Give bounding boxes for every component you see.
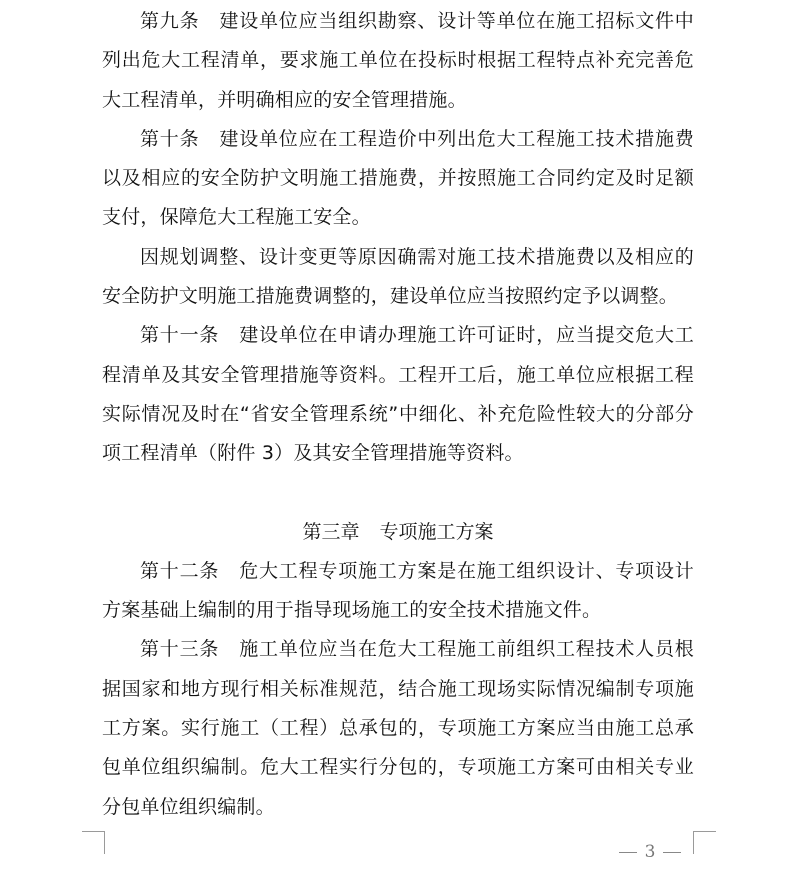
chapter-number: 第三章 <box>302 520 360 543</box>
article-9-paragraph <box>102 2 694 120</box>
crop-mark-left <box>82 831 105 854</box>
page-footer <box>600 842 700 862</box>
article-number: 第九条 <box>140 10 200 32</box>
chapter-heading <box>102 513 694 552</box>
article-11-paragraph <box>102 316 694 473</box>
article-text: 建设单位应在工程造价中列出危大工程施工技术措施费以及相应的安全防护文明施工措施费，并按照施工合同约定及时足额支付，保障危大工程施工安全。 <box>102 127 694 229</box>
article-text: 危大工程专项施工方案是在施工组织设计、专项设计方案基础上编制的用于指导现场施工的安全技术措施文件。 <box>102 559 694 622</box>
article-number: 第十三条 <box>140 638 220 661</box>
page-content <box>102 0 694 827</box>
article-number: 第十二条 <box>140 559 220 582</box>
article-10-paragraph <box>102 120 694 238</box>
article-10-sub-paragraph <box>102 238 694 317</box>
article-text: 施工单位应当在危大工程施工前组织工程技术人员根据国家和地方现行相关标准规范，结合施工现场实际情况编制专项施工方案。实行施工（工程）总承包的，专项施工方案应当由施工总承包单位组织编制。危大工程实行分包的，专项施工方案可由相关专业分包单位组织编制。 <box>102 638 694 818</box>
article-text: 建设单位应当组织勘察、设计等单位在施工招标文件中列出危大工程清单，要求施工单位在投标时根据工程特点补充完善危大工程清单，并明确相应的安全管理措施。 <box>102 10 694 111</box>
article-number: 第十一条 <box>140 324 220 347</box>
chapter-title: 专项施工方案 <box>379 520 494 543</box>
paragraph-text: 因规划调整、设计变更等原因确需对施工技术措施费以及相应的安全防护文明施工措施费调整的，建设单位应当按照约定予以调整。 <box>102 245 694 308</box>
article-text: 建设单位在申请办理施工许可证时，应当提交危大工程清单及其安全管理措施等资料。工程开工后，施工单位应根据工程实际情况及时在“省安全管理系统”中细化、补充危险性较大的分部分项工程清单（附件 3）及其安全管理措施等资料。 <box>102 324 694 465</box>
article-number: 第十条 <box>140 127 200 150</box>
article-12-paragraph <box>102 552 694 631</box>
footer-dash-right <box>663 852 681 853</box>
footer-dash-left <box>619 852 637 853</box>
page-number: 3 <box>644 842 656 862</box>
article-13-paragraph <box>102 630 694 826</box>
